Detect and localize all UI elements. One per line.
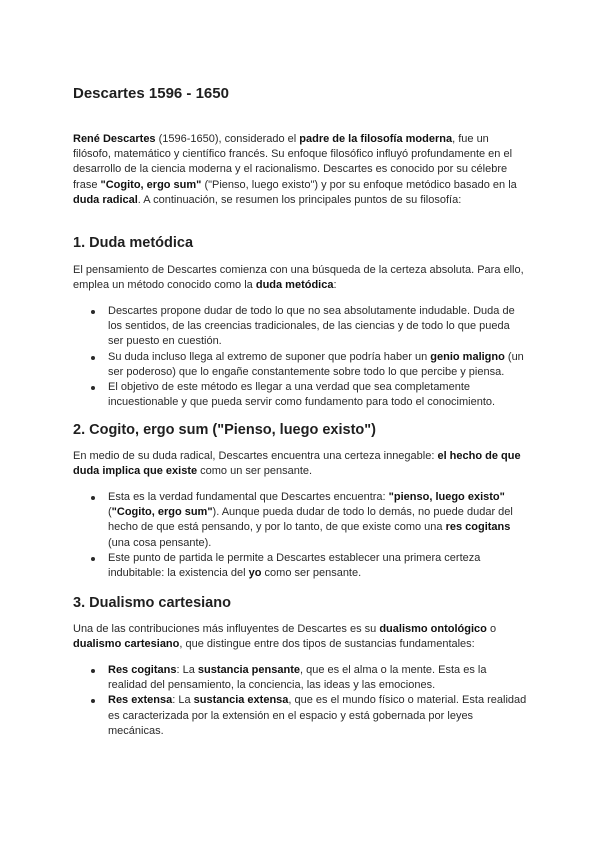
paragraph-bold: dualismo cartesiano — [73, 638, 180, 651]
list-item-text: : La — [172, 694, 194, 707]
list-item-bold: Res extensa — [108, 694, 173, 707]
list-item-text: Esta es la verdad fundamental que Descartes encuentra: — [108, 491, 389, 503]
list-item-bold: genio maligno — [430, 350, 505, 363]
list-item-text: : La — [176, 664, 198, 676]
list-item — [90, 380, 528, 410]
section-2-paragraph — [73, 449, 529, 479]
section-3-list — [90, 663, 528, 739]
section-2-heading: 2. Cogito, ergo sum ("Pienso, luego existo") — [73, 422, 376, 438]
list-item — [90, 304, 528, 350]
list-item-bold: sustancia extensa — [193, 694, 289, 707]
list-item — [90, 490, 528, 551]
list-item — [90, 350, 528, 380]
intro-text: ("Pienso, luego existo") y por su enfoque metódico basado en la — [201, 178, 517, 191]
list-item-text: (un ser poderoso) que lo engañe constantemente sobre todo lo que percibe y piensa. — [108, 350, 524, 378]
list-item-text: El objetivo de este método es llegar a una verdad que sea completamente incuestionable y que pueda servir como fundamento para todo el conocimiento. — [108, 381, 496, 409]
intro-text: , fue un filósofo, matemático y científico francés. Su enfoque filosófico influyó profundamente en el desarrollo de la ciencia moderna y el racionalismo. Descartes es conocido por su célebre frase — [73, 133, 513, 191]
paragraph-text: El pensamiento de Descartes comienza con una búsqueda de la certeza absoluta. Para ello, emplea un método conocido como la — [73, 264, 524, 292]
list-item-bold: yo — [248, 567, 262, 580]
list-item-text: Su duda incluso llega al extremo de suponer que podría haber un — [108, 350, 431, 363]
list-item-text: ). Aunque pueda dudar de todo lo demás, no puede dudar del hecho de que está pensando, y por lo tanto, de que existe como una — [108, 506, 513, 534]
paragraph-bold: dualismo ontológico — [379, 623, 487, 635]
list-item-bold: "Cogito, ergo sum" — [111, 506, 213, 519]
paragraph-text: como un ser pensante. — [197, 465, 313, 478]
list-item — [90, 551, 528, 581]
list-item-text: Descartes propone dudar de todo lo que no sea absolutamente indudable. Duda de los sentidos, de las creencias tradicionales, de las ciencias y de todo lo que pueda ser puesto en cuestión. — [108, 305, 515, 348]
list-item-bold: res cogitans — [445, 521, 511, 534]
document-title: Descartes 1596 - 1650 — [73, 85, 229, 102]
list-item-text: Este punto de partida le permite a Descartes establecer una primera certeza indubitable: la existencia del — [108, 551, 481, 580]
list-item-text: , que es el alma o la mente. Esta es la realidad del pensamiento, la conciencia, las ideas y las emociones. — [108, 664, 487, 692]
paragraph-text: Una de las contribuciones más influyentes de Descartes es su — [73, 623, 380, 635]
section-3-heading: 3. Dualismo cartesiano — [73, 595, 231, 611]
list-item-text: como ser pensante. — [261, 567, 362, 580]
intro-text: . A continuación, se resumen los principales puntos de su filosofía: — [137, 193, 462, 206]
paragraph-text: , que distingue entre dos tipos de sustancias fundamentales: — [179, 638, 475, 651]
paragraph-bold: el hecho de que duda implica que existe — [73, 450, 521, 478]
section-1-list — [90, 304, 528, 410]
paragraph-bold: duda metódica — [255, 279, 334, 292]
paragraph-text: En medio de su duda radical, Descartes encuentra una certeza innegable: — [73, 450, 438, 462]
intro-text: (1596-1650), considerado el — [155, 133, 300, 145]
list-item-text: , que es el mundo físico o material. Esta realidad es caracterizada por la extensión en el espacio y está gobernada por leyes mecánicas. — [108, 694, 527, 737]
paragraph-text: : — [333, 279, 337, 292]
intro-name: René Descartes — [73, 133, 156, 145]
intro-bold: "Cogito, ergo sum" — [100, 178, 202, 191]
list-item-text: (una cosa pensante). — [108, 536, 212, 549]
list-item-text: ( — [108, 506, 112, 519]
intro-bold: padre de la filosofía moderna — [299, 133, 453, 145]
section-2-list — [90, 490, 528, 581]
intro-bold: duda radical — [73, 193, 138, 206]
list-item — [90, 693, 528, 739]
list-item-bold: sustancia pensante — [197, 664, 300, 676]
list-item-bold: "pienso, luego existo" — [388, 491, 505, 503]
list-item-bold: Res cogitans — [108, 664, 177, 676]
section-1-heading: 1. Duda metódica — [73, 235, 194, 251]
intro-paragraph — [73, 132, 529, 208]
section-3-paragraph — [73, 622, 529, 652]
section-1-paragraph — [73, 263, 529, 293]
list-item — [90, 663, 528, 693]
paragraph-text: o — [486, 623, 497, 635]
